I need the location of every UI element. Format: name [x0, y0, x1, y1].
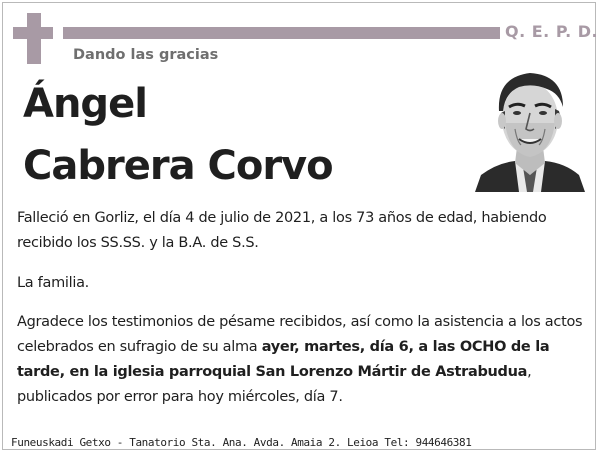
funeral-home-footer: Funeuskadi Getxo - Tanatorio Sta. Ana. Avda. Amaia 2. Leioa Tel: 944646381: [11, 436, 472, 449]
portrait-photo: [475, 63, 585, 192]
acknowledgement-correction: , publicados por error para hoy miércoles, día 7.: [17, 364, 532, 405]
acknowledgement-intro: Agradece los testimonios de pésame recibidos, así como la asistencia a los actos celebrados en sufragio de su alma: [17, 314, 583, 355]
acknowledgement-text: [17, 310, 589, 410]
qepd-label: Q. E. P. D.: [505, 22, 599, 41]
death-notice-text: Falleció en Gorliz, el día 4 de julio de 2021, a los 73 años de edad, habiendo recibido los SS.SS. y la B.A. de S.S.: [17, 210, 547, 251]
obituary-notice: [2, 2, 599, 450]
cross-icon-bar: [13, 27, 53, 39]
header-rule: [63, 27, 500, 39]
ceremony-details: ayer, martes, día 6, a las OCHO de la tarde, en la iglesia parroquial San Lorenzo Mártir de Astrabudua: [17, 339, 550, 380]
deceased-surnames: Cabrera Corvo: [23, 143, 333, 189]
thanks-subtitle: Dando las gracias: [73, 47, 219, 63]
deceased-first-name: Ángel: [23, 81, 147, 127]
family-signature: La familia.: [17, 275, 89, 291]
